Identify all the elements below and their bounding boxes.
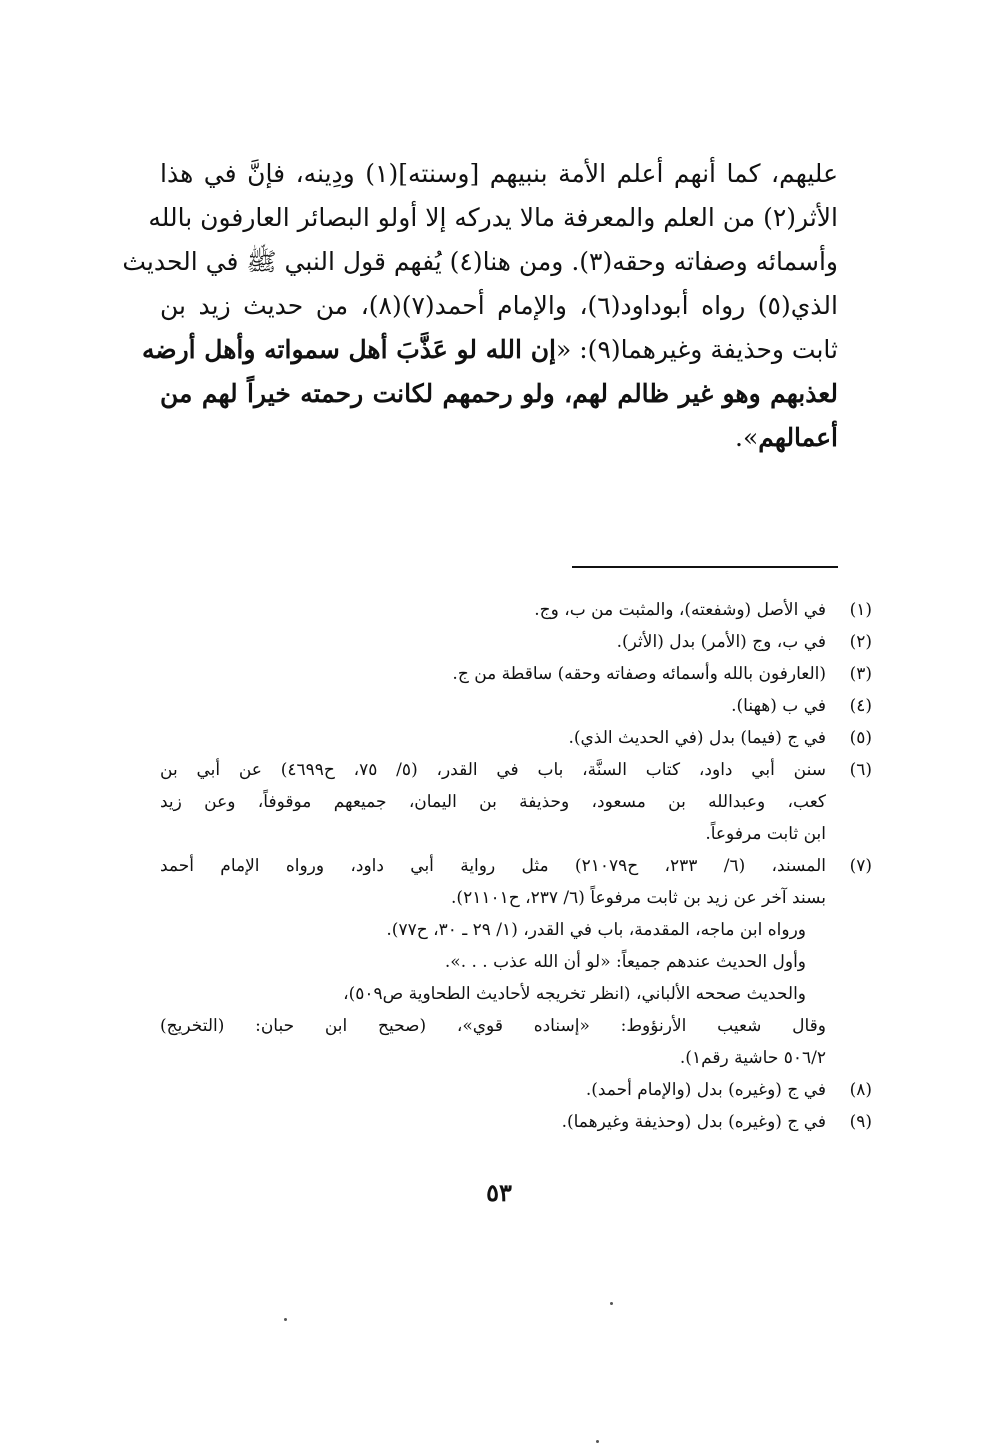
- footnote-text: بسند آخر عن زيد بن ثابت مرفوعاً (٦/ ٢٣٧، ح٢١١٠١).: [451, 888, 826, 908]
- footnote-2: [160, 626, 872, 658]
- hadith-quote-end: أعمالهم: [758, 423, 838, 452]
- footnote-text: في ج (وغيره) بدل (والإمام أحمد).: [585, 1080, 826, 1100]
- footnote-number: (٩): [849, 1112, 872, 1132]
- main-text-line: الأثر(٢) من العلم والمعرفة مالا يدركه إلا أولو البصائر العارفون بالله: [148, 203, 838, 232]
- main-text-plain: ثابت وحذيفة وغيرهما(٩): «: [556, 335, 838, 364]
- footnote-number: (٤): [849, 696, 872, 716]
- footnote-text: المسند، (٦/ ٢٣٣، ح٢١٠٧٩) مثل رواية أبي داود، ورواه الإمام أحمد: [160, 856, 826, 876]
- footnote-text: في ب، وج (الأمر) بدل (الأثر).: [616, 632, 826, 652]
- footnote-4: [160, 690, 872, 722]
- footnote-number: (٨): [849, 1080, 872, 1100]
- scan-speck: [596, 1440, 599, 1443]
- footnote-text: كعب، وعبدالله بن مسعود، وحذيفة بن اليمان، جميعهم موقوفاً، وعن زيد: [160, 792, 826, 812]
- footnote-text: ٥٠٦/٢ حاشية رقم١).: [679, 1048, 826, 1068]
- hadith-quote: إن الله لو عَذَّبَ أهل سمواته وأهل أرضه: [141, 335, 557, 364]
- footnote-text: وأول الحديث عندهم جميعاً: «لو أن الله عذب . . .».: [444, 952, 806, 972]
- quote-close: ».: [735, 423, 759, 452]
- footnote-text: ورواه ابن ماجه، المقدمة، باب في القدر، (١/ ٢٩ ـ ٣٠، ح٧٧).: [386, 920, 806, 940]
- footnote-3: [160, 658, 872, 690]
- footnote-number: (٧): [849, 856, 872, 876]
- footnote-text: في ب (ههنا).: [731, 696, 826, 716]
- main-text-line: [160, 416, 838, 460]
- hadith-quote-line: لعذبهم وهو غير ظالم لهم، ولو رحمهم لكانت رحمته خيراً لهم من: [160, 379, 838, 408]
- footnote-text: والحديث صححه الألباني، (انظر تخريجه لأحاديث الطحاوية ص٥٠٩)،: [343, 984, 806, 1004]
- main-text-block: [122, 152, 839, 460]
- footnote-number: (٢): [849, 632, 872, 652]
- footnote-5: [160, 722, 872, 754]
- footnote-text: سنن أبي داود، كتاب السنَّة، باب في القدر، (٥/ ٧٥، ح٤٦٩٩) عن أبي بن: [160, 760, 826, 780]
- footnote-1: [160, 594, 872, 626]
- footnote-number: (٦): [849, 760, 872, 780]
- footnote-8: [160, 1074, 872, 1106]
- main-text-line: وأسمائه وصفاته وحقه(٣). ومن هنا(٤) يُفهم قول النبي ﷺ في الحديث: [122, 247, 838, 276]
- footnote-6: [160, 754, 872, 850]
- footnote-separator: [572, 566, 838, 568]
- footnote-7: [160, 850, 872, 1074]
- footnotes-block: [160, 594, 872, 1138]
- footnote-text: في ج (فيما) بدل (في الحديث الذي).: [568, 728, 826, 748]
- main-text-line: الذي(٥) رواه أبوداود(٦)، والإمام أحمد(٧)(٨)، من حديث زيد بن: [160, 291, 838, 320]
- footnote-text: (العارفون بالله وأسمائه وصفاته وحقه) ساقطة من ج.: [452, 664, 826, 684]
- footnote-text: ابن ثابت مرفوعاً.: [705, 824, 826, 844]
- footnote-text: في ج (وغيره) بدل (وحذيفة وغيرهما).: [561, 1112, 826, 1132]
- main-text-line: [141, 328, 838, 372]
- scan-speck: [284, 1318, 287, 1321]
- main-text-line: عليهم، كما أنهم أعلم الأمة بنبيهم [وسنته](١) ودِينه، فإنَّ في هذا: [160, 159, 839, 188]
- page-number: ٥٣: [486, 1178, 512, 1207]
- scan-speck: [610, 1302, 613, 1305]
- footnote-number: (٥): [849, 728, 872, 748]
- footnote-text: وقال شعيب الأرنؤوط: «إسناده قوي»، (صحيح ابن حبان: (التخريج): [160, 1016, 826, 1036]
- footnote-9: [160, 1106, 872, 1138]
- footnote-text: في الأصل (وشفعته)، والمثبت من ب، وج.: [534, 600, 826, 620]
- footnote-number: (٣): [849, 664, 872, 684]
- footnote-number: (١): [849, 600, 872, 620]
